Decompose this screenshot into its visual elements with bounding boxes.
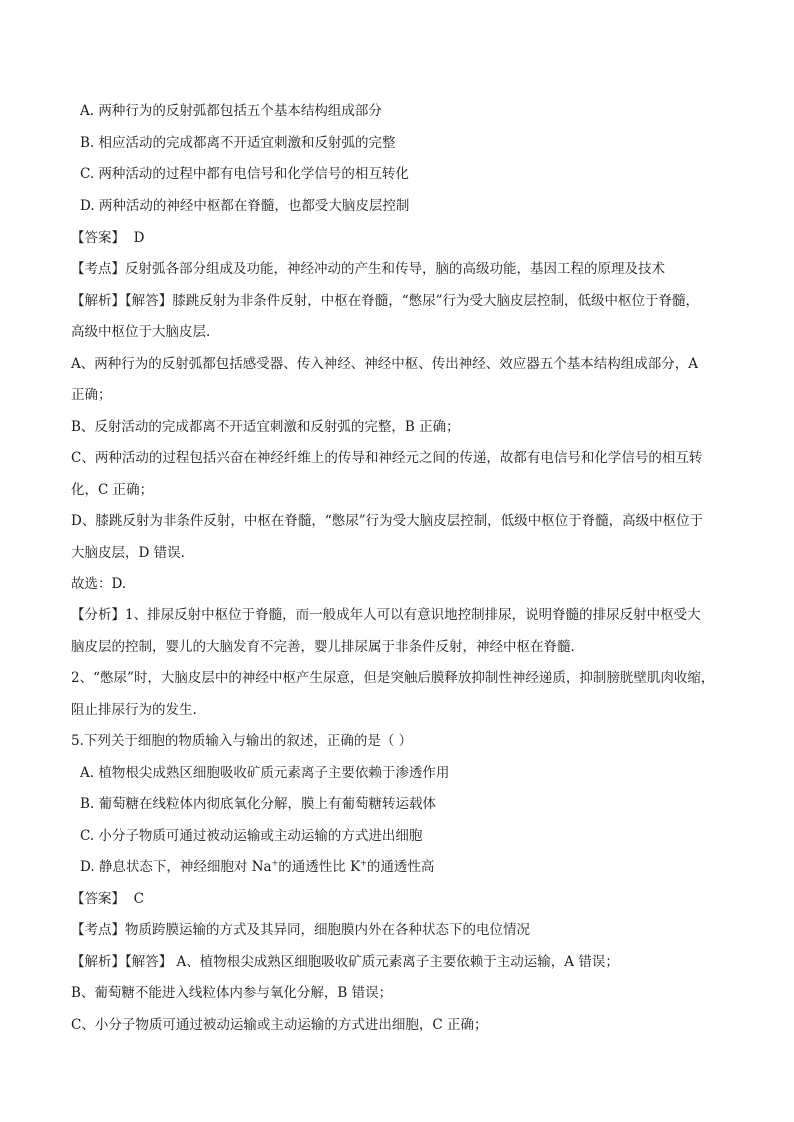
q4-analysis-c-line-2: 化，C 正确；: [71, 482, 154, 498]
q4-fenxi-line-4: 阻止排尿行为的发生.: [71, 702, 197, 718]
q4-analysis-a-line-2: 正确；: [71, 387, 112, 403]
answer-label: 【答案】: [71, 891, 125, 907]
answer-value: D: [133, 230, 145, 246]
k-charge: +: [360, 858, 367, 868]
q5-option-a: A. 植物根尖成熟区细胞吸收矿质元素离子主要依赖于渗透作用: [80, 765, 450, 781]
q4-analysis-a-line-1: A、两种行为的反射弧都包括感受器、传入神经、神经中枢、传出神经、效应器五个基本结构组成部分，A: [71, 356, 698, 372]
q4-kaodian: 【考点】反射弧各部分组成及功能，神经冲动的产生和传导，脑的高级功能，基因工程的原理及技术: [71, 261, 665, 277]
na-charge: +: [271, 858, 279, 868]
q4-option-d: D. 两种活动的神经中枢都在脊髓，也都受大脑皮层控制: [80, 198, 410, 214]
q5-analysis-c: C、小分子物质可通过被动运输或主动运输的方式进出细胞，C 正确；: [71, 1017, 488, 1033]
q4-jiexi-line-1: 【解析】【解答】膝跳反射为非条件反射，中枢在脊髓，“憋尿”行为受大脑皮层控制，低级中枢位于脊髓，: [71, 293, 700, 309]
q5-answer-line: [71, 889, 144, 909]
option-d-text-2: 的通透性比 K: [278, 859, 361, 875]
q4-analysis-d-line-1: D、膝跳反射为非条件反射，中枢在脊髓，“憋尿”行为受大脑皮层控制，低级中枢位于脊髓，高级中枢位于: [71, 513, 704, 529]
q4-analysis-d-line-2: 大脑皮层，D 错误.: [71, 545, 185, 561]
q5-option-d: [80, 857, 434, 877]
answer-label: 【答案】: [71, 230, 125, 246]
q5-analysis-b: B、葡萄糖不能进入线粒体内参与氧化分解，B 错误；: [71, 985, 393, 1001]
q4-fenxi-line-1: 【分析】1、排尿反射中枢位于脊髓，而一般成年人可以有意识地控制排尿，说明脊髓的排尿反射中枢受大: [71, 607, 701, 623]
q4-answer-line: [71, 228, 144, 248]
q4-option-a: A. 两种行为的反射弧都包括五个基本结构组成部分: [80, 103, 382, 119]
q4-analysis-b: B、反射活动的完成都离不开适宜刺激和反射弧的完整，B 正确；: [71, 419, 460, 435]
q5-stem: 5.下列关于细胞的物质输入与输出的叙述，正确的是（ ）: [71, 733, 413, 749]
q5-jiexi-line-1: 【解析】【解答】 A、植物根尖成熟区细胞吸收矿质元素离子主要依赖于主动运输，A 错误；: [71, 954, 619, 970]
q4-analysis-c-line-1: C、两种活动的过程包括兴奋在神经纤维上的传导和神经元之间的传递，故都有电信号和化学信号的相互转: [71, 450, 703, 466]
option-d-text-3: 的通透性高: [366, 859, 435, 875]
q4-option-c: C. 两种活动的过程中都有电信号和化学信号的相互转化: [80, 166, 409, 182]
q4-jiexi-line-2: 高级中枢位于大脑皮层.: [71, 324, 211, 340]
option-d-text-1: D. 静息状态下，神经细胞对 Na: [80, 859, 272, 875]
q5-kaodian: 【考点】物质跨膜运输的方式及其异同，细胞膜内外在各种状态下的电位情况: [71, 922, 530, 938]
q5-option-c: C. 小分子物质可通过被动运输或主动运输的方式进出细胞: [80, 828, 423, 844]
q4-fenxi-line-3: 2、“憋尿”时，大脑皮层中的神经中枢产生尿意，但是突触后膜释放抑制性神经递质，抑制膀胱壁肌肉收缩，: [71, 670, 715, 686]
answer-value: C: [133, 891, 144, 907]
q4-final-choice: 故选：D.: [71, 576, 127, 592]
q4-option-b: B. 相应活动的完成都离不开适宜刺激和反射弧的完整: [80, 135, 396, 151]
q4-fenxi-line-2: 脑皮层的控制，婴儿的大脑发育不完善，婴儿排尿属于非条件反射，神经中枢在脊髓.: [71, 639, 575, 655]
q5-option-b: B. 葡萄糖在线粒体内彻底氧化分解，膜上有葡萄糖转运载体: [80, 796, 437, 812]
